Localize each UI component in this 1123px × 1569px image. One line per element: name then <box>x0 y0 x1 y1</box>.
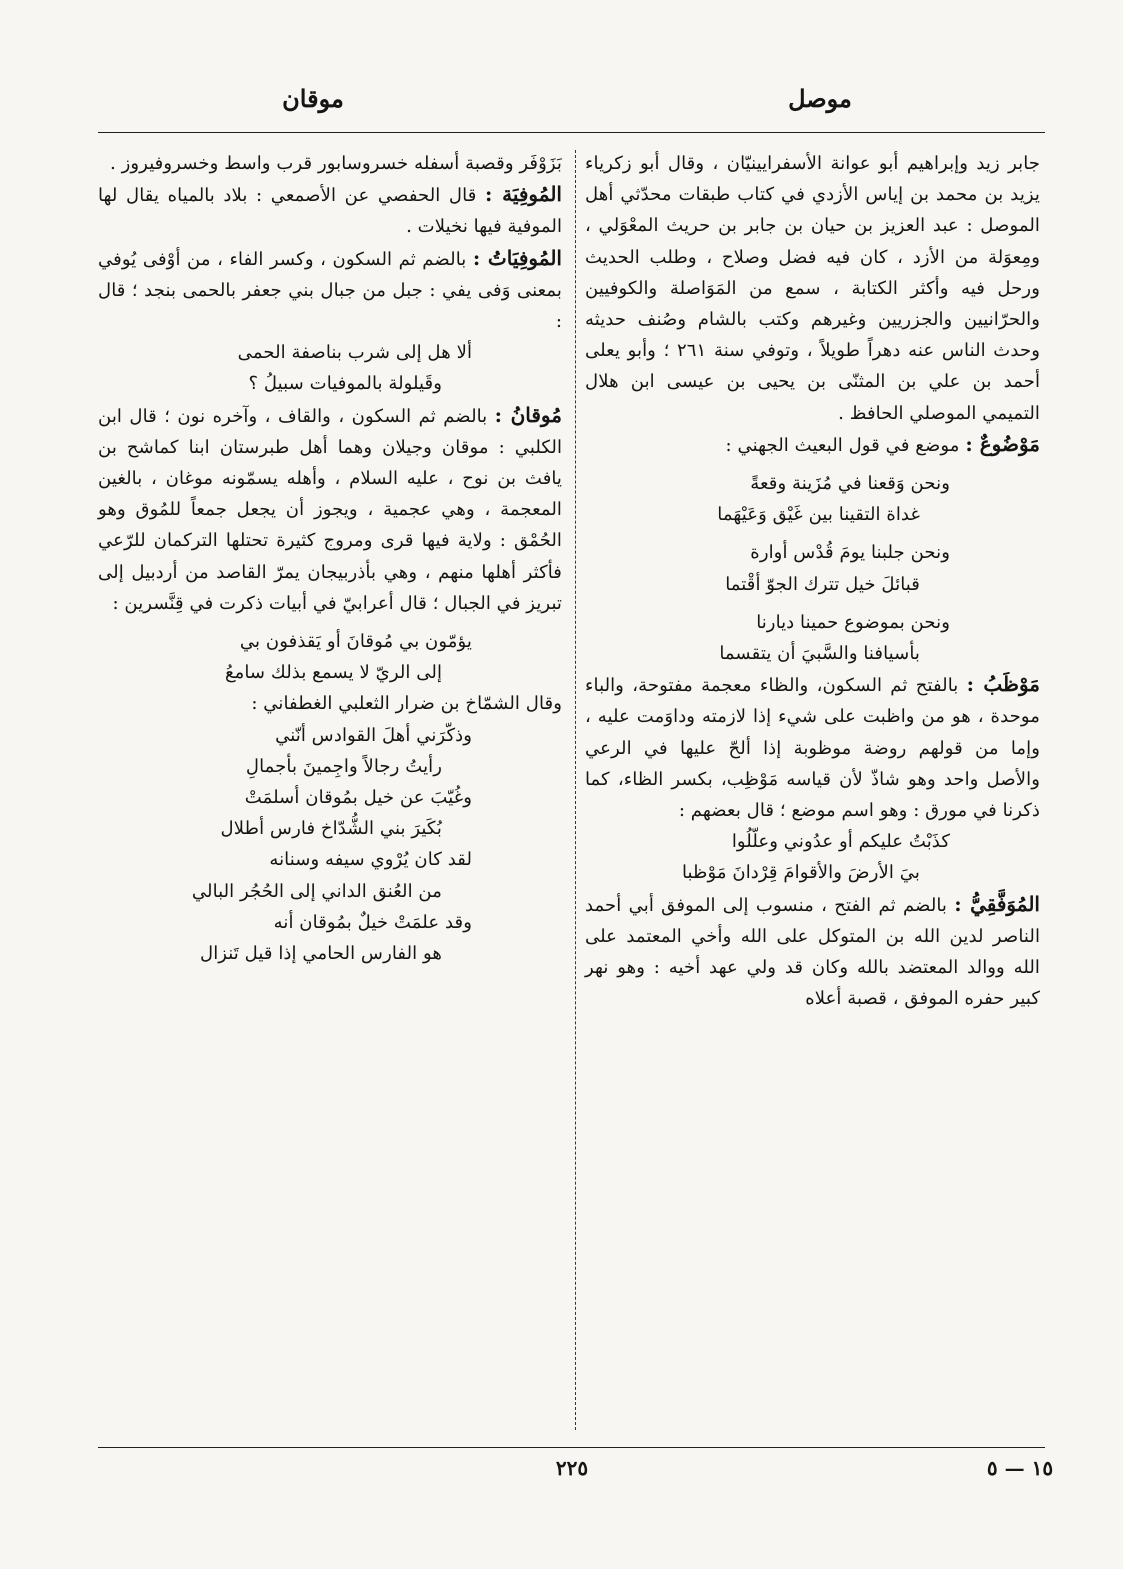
verse-line: وقد علمَتْ خيلٌ بمُوقان أنه <box>273 911 472 933</box>
verse-line: بيَ الأرضَ والأقوامَ قِرْدانَ مَوْظبا <box>681 862 920 884</box>
entry-mawdu <box>585 429 1040 461</box>
entry-text-muwaffaqi: بالضم ثم الفتح ، منسوب إلى الموفق أبي أحمد الناصر لدين الله بن المتوكل على الله وأخي المعتمد على الله ووالد المعتضد بالله وكان قد ولي عهد أخيه : وهو نهر كبير حفره الموفق ، قصبة أعلاه <box>585 894 1040 1010</box>
entry-head-mufiya: المُوفِيَة : <box>484 182 562 207</box>
running-header-right: موصل <box>788 84 852 113</box>
verse-line: وغُيّبَ عن خيل بمُوقان أسلمَتْ <box>244 787 472 809</box>
entry-head-mughan: مُوقانُ : <box>494 402 562 427</box>
entry-head-mufiyat: المُوفِيَاتُ : <box>472 245 562 270</box>
entry-muwaffaqi <box>585 889 1040 1015</box>
right-column <box>585 148 1040 1014</box>
paragraph-bazawfar: بَزَوْفَر وقصبة أسفله خسروسابور قرب واسط وخسروفيروز . <box>110 153 562 174</box>
verse-line: إلى الريّ لا يسمع بذلك سامعُ <box>224 662 442 684</box>
column-divider <box>575 150 576 1430</box>
entry-text-mufiyat: بالضم ثم السكون ، وكسر الفاء ، من أوْفى يُوفي بمعنى وَفى يفي : جبل من جبال بني جعفر بالحمى بنجد ؛ قال : <box>98 248 562 333</box>
entry-head-muwaffaqi: المُوَفَّقِيُّ : <box>954 891 1040 916</box>
entry-head-mawzib: مَوْظَبُ : <box>966 672 1040 697</box>
running-header-left: موقان <box>282 84 344 113</box>
verse-line: وقَيلولة بالموفيات سبيلُ ؟ <box>248 373 442 395</box>
verse-line: قبائلَ خيل تترك الجوّ أقْتما <box>725 573 920 595</box>
footer-rule <box>98 1447 1045 1448</box>
verse-line: غداة التقينا بين غَيْق وَعَيْهَما <box>717 504 920 526</box>
verse-line: هو الفارس الحامي إذا قيل تَنزال <box>199 943 442 965</box>
verse-line: من العُنق الداني إلى الحُجُر البالي <box>191 880 442 902</box>
verse-line: بأسيافنا والسَّبيَ أن يتقسما <box>719 643 920 665</box>
entry-mufiya <box>98 179 562 242</box>
entry-mawzib <box>585 669 1040 826</box>
verse-line: ونحن بموضوع حمينا ديارنا <box>756 611 950 633</box>
page-number: ٢٢٥ <box>555 1456 589 1480</box>
verse-line: ونحن وَقعنا في مُزَينة وقعةً <box>750 473 950 495</box>
verse-line: يؤمّون بي مُوقانَ أو يَقذفون بي <box>239 631 472 653</box>
verse-line: ألا هل إلى شرب بناصفة الحمى <box>237 342 472 364</box>
verse-line: رأيتُ رجالاً واجِمينَ بأجمالِ <box>245 755 442 777</box>
verse-line: ونحن جلبنا يومَ قُدْس أوارة <box>750 542 950 564</box>
entry-mughan <box>98 400 562 619</box>
left-column <box>98 148 562 969</box>
entry-text-mughan: بالضم ثم السكون ، والقاف ، وآخره نون ؛ قال ابن الكلبي : موقان وجيلان وهما أهل طبرستان ابنا كماشح بن يافث بن نوح ، عليه السلام ، وأهله يسمّونه موغان ، بالغين المعجمة ، وهي عجمية ، ويجوز أن يجعل جمعاً للمُوق وهو الحُمْق : ولاية فيها قرى ومروج كثيرة تحتلها التركمان للرّعي فأكثر أهلها منهم ، وهي بأذربيجان يمرّ القاصد من أردبيل إلى تبريز في الجبال ؛ قال أعرابيّ في أبيات ذكرت في قِنَّسرين : <box>98 405 562 614</box>
verse-line: كذَبْتُ عليكم أو عدُوني وعلّلُوا <box>731 831 950 853</box>
entry-text-mawzib: بالفتح ثم السكون، والظاء معجمة مفتوحة، والباء موحدة ، هو من واظبت على شيء إذا لازمته وداوَمت عليه ، وإما من قولهم روضة موظوبة إذا ألحّ عليها في الرعي والأصل واحد وهو شاذّ لأن قياسه مَوْظِب، بكسر الظاء، كما ذكرنا في مورق : وهو اسم موضع ؛ قال بعضهم : <box>585 675 1040 822</box>
verse-line: بُكَيرَ بني الشُّدّاخ فارس أطلال <box>220 818 442 840</box>
verse-line: وذكّرَني أهلَ القوادس أنّني <box>275 724 472 746</box>
header-rule <box>98 132 1045 133</box>
verse-line: لقد كان يُرْوي سيفه وسنانه <box>269 849 472 871</box>
entry-mufiyat <box>98 243 562 338</box>
entry-text-mufiya: قال الحفصي عن الأصمعي : بلاد بالمياه يقال لها الموفية فيها نخيلات . <box>98 185 562 238</box>
paragraph-jabir: جابر زيد وإبراهيم أبو عوانة الأسفرايينيّان ، وقال أبو زكرياء يزيد بن محمد بن إياس الأزدي في كتاب طبقات محدّثي أهل الموصل : عبد العزيز بن حيان بن جابر بن حريث المعْوَلي ، ومِعوَلة من الأزد ، كان فيه فضل وصلاح ، وطلب الحديث ورحل فيه وأكثر الكتابة ، سمع من المَوَاصلة والكوفيين والحرّانيين والجزريين وغيرهم وكتب بالشام وصُنف حديثه وحدث الناس عنه دهراً طويلاً ، وتوفي سنة ٢٦١ ؛ وأبو يعلى أحمد بن علي بن المثنّى بن يحيى بن عيسى ابن هلال التميمي الموصلي الحافظ . <box>585 153 1040 424</box>
entry-text-mawdu: موضع في قول البعيث الجهني : <box>725 434 960 456</box>
verse-intro-shammakh: وقال الشمّاخ بن ضرار الثعلبي الغطفاني : <box>251 693 562 715</box>
entry-head-mawdu: مَوْضُوعٌ : <box>965 431 1040 456</box>
signature-mark: ١٥ — ٥ <box>986 1456 1054 1480</box>
